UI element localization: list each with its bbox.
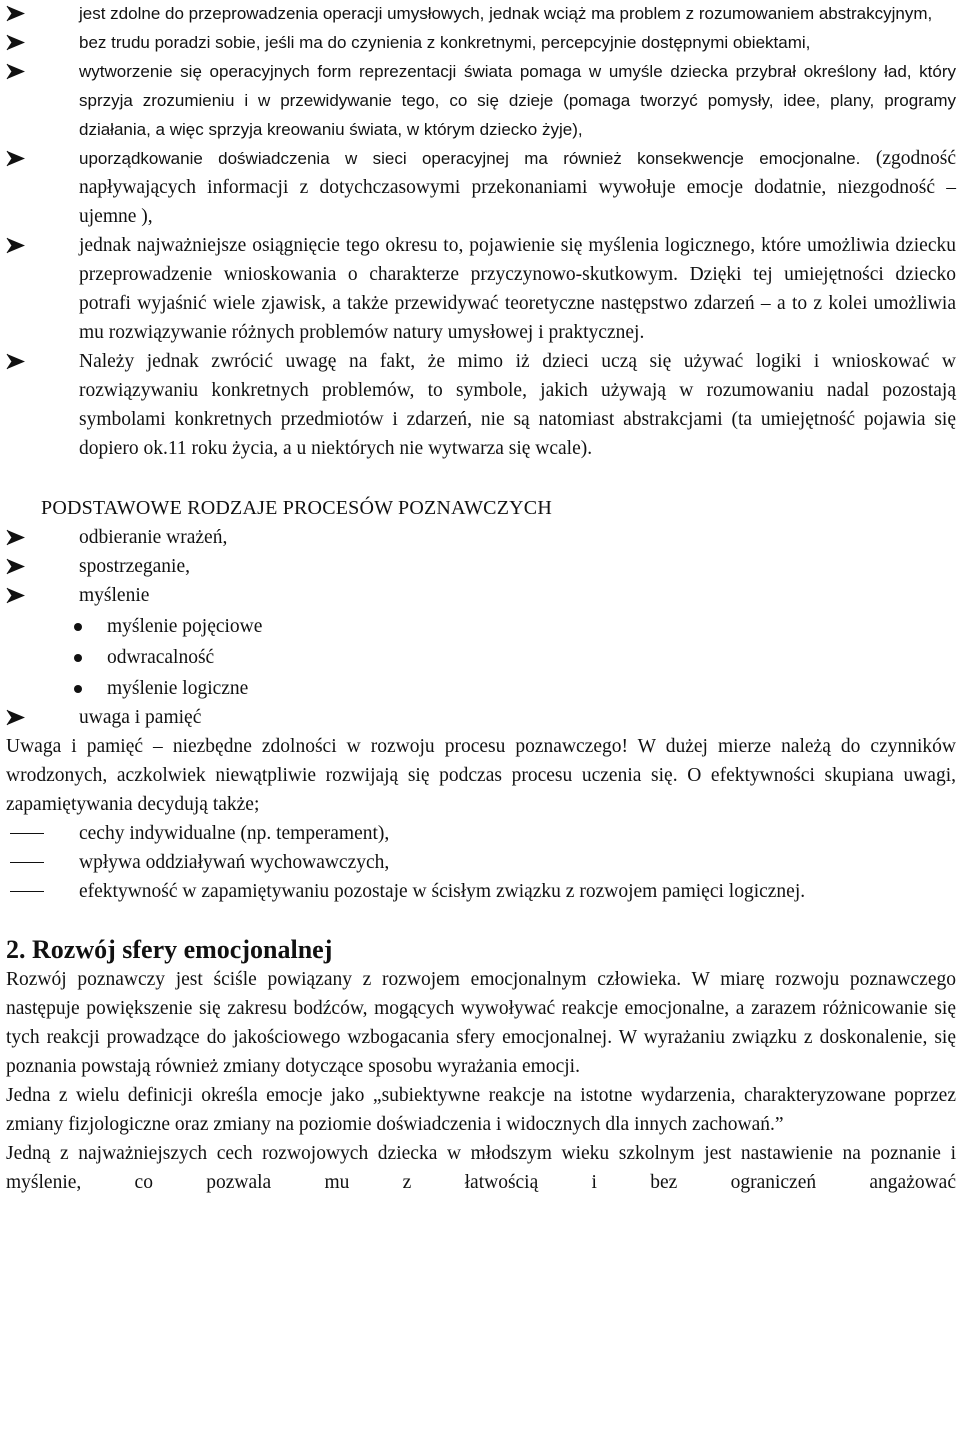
sub-list-item bbox=[6, 643, 956, 672]
list-item-text: wytworzenie się operacyjnych form reprezentacji świata pomaga w umyśle dziecka przybrał określony ład, który sprzyja zrozumieniu i w przewidywanie tego, co się dzieje (pomaga tworzyć pomysły, idee, plany, programy działania, a więc sprzyja kreowaniu świata, w którym dziecko żyje), bbox=[79, 62, 956, 139]
bullet-dot-icon bbox=[74, 654, 82, 662]
list-item bbox=[6, 57, 956, 144]
dash-list-item bbox=[6, 848, 956, 877]
list-item bbox=[6, 28, 956, 57]
section-title: 2. Rozwój sfery emocjonalnej bbox=[6, 935, 333, 964]
sub-list-item bbox=[6, 674, 956, 703]
dash-bullet-icon bbox=[10, 891, 44, 892]
arrow-bullet-icon bbox=[6, 63, 26, 80]
list-item bbox=[6, 0, 956, 28]
list-item-text: Należy jednak zwrócić uwagę na fakt, że mimo iż dzieci uczą się używać logiki i wnioskować w rozwiązywaniu konkretnych problemów, to symbole, jakich używają w rozumowaniu nadal pozostają symbolami konkretnych przedmiotów i zdarzeń, nie są natomiast abstrakcjami (ta umiejętność pojawia się dopiero ok.11 roku życia, a u niektórych nie wytwarza się wcale). bbox=[79, 351, 956, 459]
dash-list-item bbox=[6, 877, 956, 906]
document-page bbox=[6, 0, 956, 1197]
bullet-dot-icon bbox=[74, 623, 82, 631]
bullet-dot-icon bbox=[74, 685, 82, 693]
arrow-bullet-icon bbox=[6, 237, 26, 254]
list-item bbox=[6, 552, 956, 581]
arrow-bullet-icon bbox=[6, 587, 26, 604]
sub-list-item-text: myślenie pojęciowe bbox=[107, 616, 263, 637]
section-heading: PODSTAWOWE RODZAJE PROCESÓW POZNAWCZYCH bbox=[41, 497, 552, 519]
list-item bbox=[6, 523, 956, 552]
list-item bbox=[6, 581, 956, 610]
list-item-text: uwaga i pamięć bbox=[79, 707, 202, 728]
list-item-text-continued: (zgodność napływających informacji z dotychczasowymi przekonaniami wywołuje emocje dodatnie, niezgodność – ujemne ), bbox=[79, 148, 956, 227]
arrow-bullet-icon bbox=[6, 353, 26, 370]
arrow-bullet-icon bbox=[6, 34, 26, 51]
dash-list-item-text: efektywność w zapamiętywaniu pozostaje w ścisłym związku z rozwojem pamięci logicznej. bbox=[79, 881, 806, 902]
sub-list-item-text: odwracalność bbox=[107, 647, 215, 668]
arrow-bullet-icon bbox=[6, 5, 26, 22]
list-item-text: jednak najważniejsze osiągnięcie tego okresu to, pojawienie się myślenia logicznego, które umożliwia dziecku przeprowadzenie wnioskowania o charakterze przyczynowo-skutkowym. Dzięki tej umiejętności dziecko potrafi wyjaśnić wiele zjawisk, a także przewidywać teoretyczne następstwo zdarzeń – a to z kolei umożliwia mu rozwiązywanie różnych problemów natury umysłowej i praktycznej. bbox=[79, 235, 956, 343]
body-paragraph: Rozwój poznawczy jest ściśle powiązany z rozwojem emocjonalnym człowieka. W miarę rozwoju poznawczego następuje powiększenie się zakresu bodźców, mogących wywoływać reakcje emocjonalne, a zarazem różnicowanie się tych reakcji prowadzące do jakościowego wzbogacania sfery emocjonalnej. W wyrażaniu związku z doskonalenie, się poznania powstają również zmiany dotyczące sposobu wyrażania emocji. bbox=[6, 969, 956, 1077]
dash-list-item-text: wpływa oddziaływań wychowawczych, bbox=[79, 852, 390, 873]
dash-bullet-icon bbox=[10, 833, 44, 834]
arrow-bullet-icon bbox=[6, 529, 26, 546]
body-paragraph: Jedna z wielu definicji określa emocje jako „subiektywne reakcje na istotne wydarzenia, charakteryzowane poprzez zmiany fizjologiczne oraz zmiany na poziomie doświadczenia i widocznych dla innych zachowań.” bbox=[6, 1085, 956, 1135]
sub-list-item-text: myślenie logiczne bbox=[107, 678, 249, 699]
list-item-text: jest zdolne do przeprowadzenia operacji umysłowych, jednak wciąż ma problem z rozumowaniem abstrakcyjnym, bbox=[79, 4, 933, 23]
dash-bullet-icon bbox=[10, 862, 44, 863]
memory-paragraph: Uwaga i pamięć – niezbędne zdolności w rozwoju procesu poznawczego! W dużej mierze należą do czynników wrodzonych, aczkolwiek niewątpliwie rozwijają się podczas procesu uczenia się. O efektywności skupiana uwagi, zapamiętywania decydują także; bbox=[6, 736, 956, 815]
sub-list-item bbox=[6, 612, 956, 641]
arrow-bullet-icon bbox=[6, 558, 26, 575]
arrow-bullet-icon bbox=[6, 709, 26, 726]
body-paragraph: Jedną z najważniejszych cech rozwojowych dziecka w młodszym wieku szkolnym jest nastawienie na poznanie i myślenie, co pozwala mu z łatwością i bez ograniczeń angażować bbox=[6, 1143, 956, 1193]
list-item bbox=[6, 347, 956, 463]
list-item-text: odbieranie wrażeń, bbox=[79, 527, 228, 548]
list-item-text: myślenie bbox=[79, 585, 150, 606]
dash-list-item-text: cechy indywidualne (np. temperament), bbox=[79, 823, 390, 844]
dash-list-item bbox=[6, 819, 956, 848]
list-item-text: spostrzeganie, bbox=[79, 556, 191, 577]
list-item-text: bez trudu poradzi sobie, jeśli ma do czynienia z konkretnymi, percepcyjnie dostępnymi obiektami, bbox=[79, 33, 811, 52]
list-item bbox=[6, 703, 956, 732]
list-item bbox=[6, 231, 956, 347]
list-item-text: uporządkowanie doświadczenia w sieci operacyjnej ma również konsekwencje emocjonalne. bbox=[79, 149, 861, 168]
arrow-bullet-icon bbox=[6, 150, 26, 167]
list-item bbox=[6, 144, 956, 231]
